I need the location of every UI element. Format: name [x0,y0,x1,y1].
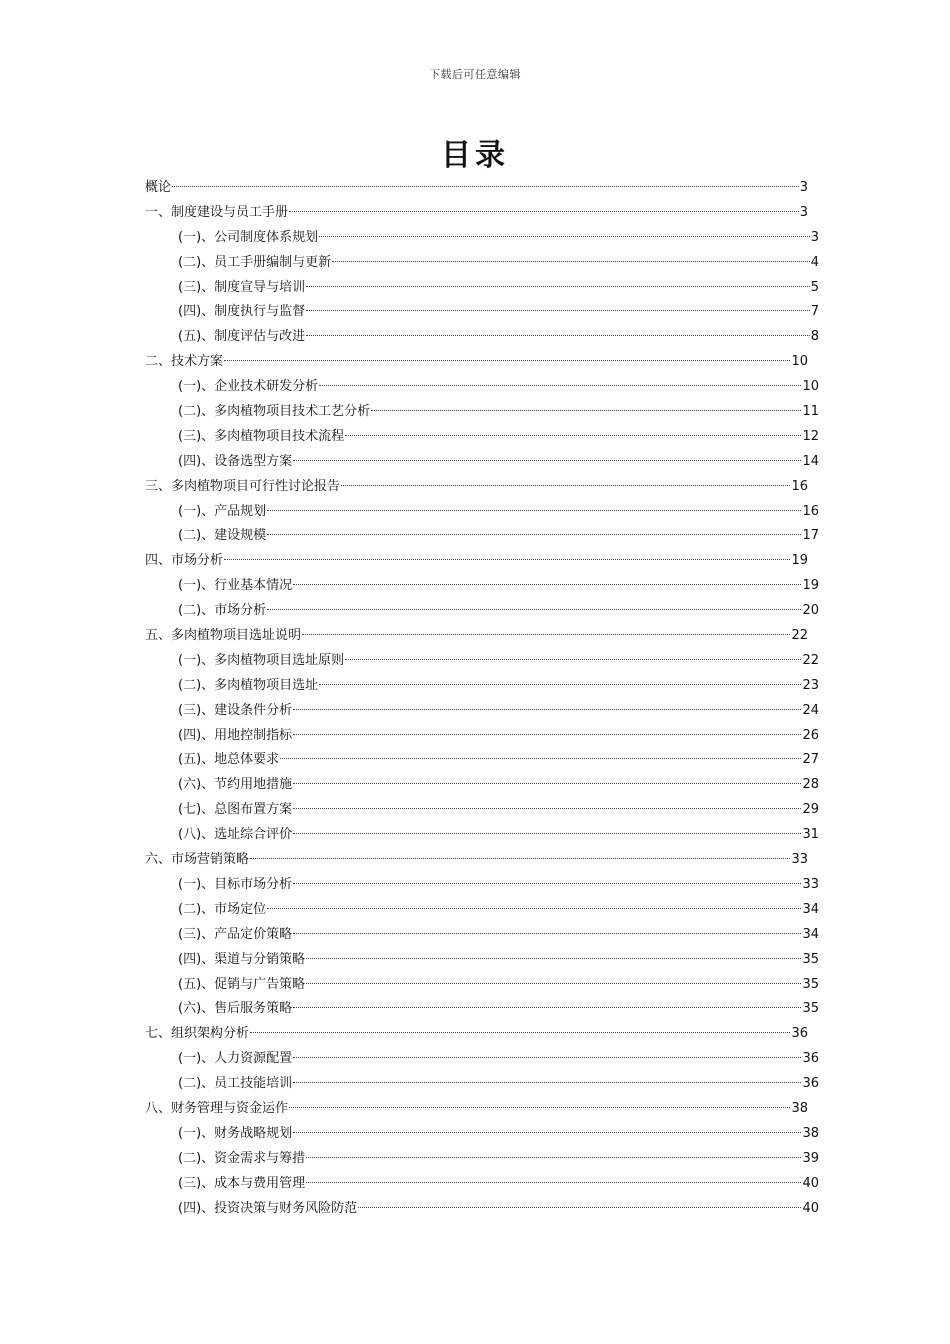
toc-entry[interactable] [145,1147,819,1172]
toc-dot-leader [332,260,810,262]
toc-dot-leader [371,409,801,411]
toc-entry-text: (六)、售后服务策略 [178,1001,293,1017]
toc-entry[interactable] [145,724,819,749]
toc-dot-leader [267,608,801,610]
toc-entry-page: 28 [802,777,819,793]
toc-entry-page: 16 [802,503,819,519]
toc-dot-leader [289,1106,790,1108]
toc-entry-text: (五)、地总体要求 [178,752,280,768]
toc-entry-page: 36 [791,1026,808,1042]
toc-entry[interactable] [145,300,819,325]
toc-entry-text: (二)、多肉植物项目技术工艺分析 [178,404,371,420]
toc-entry[interactable] [145,450,819,475]
toc-entry[interactable] [145,948,819,973]
toc-entry-text: 一、制度建设与员工手册 [145,204,289,220]
toc-entry[interactable] [145,176,808,201]
toc-entry-text: 八、财务管理与资金运作 [145,1100,289,1116]
toc-dot-leader [306,334,810,336]
toc-entry-text: (一)、企业技术研发分析 [178,379,319,395]
toc-dot-leader [172,185,799,187]
toc-entry-page: 8 [810,329,819,345]
table-of-contents [145,176,819,1221]
toc-entry[interactable] [145,1172,819,1197]
toc-entry[interactable] [145,898,819,923]
toc-entry-text: (四)、投资决策与财务风险防范 [178,1200,358,1216]
toc-entry-page: 14 [802,453,819,469]
toc-dot-leader [293,832,801,834]
toc-entry-text: (三)、成本与费用管理 [178,1175,306,1191]
toc-entry-text: (一)、产品规划 [178,503,267,519]
toc-entry-text: 三、多肉植物项目可行性讨论报告 [145,478,341,494]
toc-dot-leader [280,757,801,759]
toc-dot-leader [306,982,801,984]
toc-entry[interactable] [145,997,819,1022]
header-note: 下载后可任意编辑 [429,68,521,81]
toc-entry[interactable] [145,1097,808,1122]
toc-entry-page: 23 [802,677,819,693]
toc-entry-text: (五)、促销与广告策略 [178,976,306,992]
toc-entry-page: 40 [802,1175,819,1191]
toc-entry-page: 22 [791,628,808,644]
toc-entry[interactable] [145,574,819,599]
toc-entry[interactable] [145,624,808,649]
toc-entry-text: (一)、财务战略规划 [178,1125,293,1141]
toc-entry-text: 五、多肉植物项目选址说明 [145,628,302,644]
toc-dot-leader [306,285,810,287]
toc-entry-page: 34 [802,901,819,917]
toc-entry-page: 33 [802,876,819,892]
toc-entry[interactable] [145,599,819,624]
toc-entry[interactable] [145,276,819,301]
toc-entry[interactable] [145,699,819,724]
toc-dot-leader [293,583,801,585]
toc-dot-leader [267,509,801,511]
toc-entry-text: (四)、设备选型方案 [178,453,293,469]
toc-entry[interactable] [145,325,819,350]
toc-entry[interactable] [145,1122,819,1147]
toc-dot-leader [319,683,801,685]
toc-entry-page: 31 [802,827,819,843]
toc-entry-page: 3 [810,229,819,245]
toc-entry-page: 16 [791,478,808,494]
toc-entry[interactable] [145,226,819,251]
toc-dot-leader [224,558,790,560]
toc-dot-leader [319,384,801,386]
toc-entry-page: 33 [791,852,808,868]
toc-entry-text: (三)、产品定价策略 [178,926,293,942]
toc-dot-leader [293,1081,801,1083]
toc-dot-leader [306,1156,801,1158]
toc-entry-page: 20 [802,603,819,619]
toc-entry-text: 七、组织架构分析 [145,1026,250,1042]
toc-entry-text: (二)、员工手册编制与更新 [178,254,332,270]
toc-entry[interactable] [145,823,819,848]
toc-entry-text: (四)、渠道与分销策略 [178,951,306,967]
toc-entry-page: 35 [802,1001,819,1017]
toc-dot-leader [293,1131,801,1133]
toc-dot-leader [250,857,790,859]
toc-dot-leader [267,907,801,909]
toc-entry-page: 38 [791,1100,808,1116]
toc-entry-page: 24 [802,702,819,718]
toc-entry[interactable] [145,475,808,500]
toc-entry[interactable] [145,201,808,226]
toc-entry-page: 35 [802,951,819,967]
toc-entry-text: (一)、人力资源配置 [178,1051,293,1067]
toc-entry[interactable] [145,375,819,400]
toc-entry-text: 六、市场营销策略 [145,852,250,868]
toc-dot-leader [293,932,801,934]
toc-entry-text: (八)、选址综合评价 [178,827,293,843]
toc-dot-leader [302,633,790,635]
toc-entry[interactable] [145,350,808,375]
toc-entry-page: 38 [802,1125,819,1141]
toc-entry-text: (四)、用地控制指标 [178,727,293,743]
toc-entry[interactable] [145,973,819,998]
toc-entry-text: 四、市场分析 [145,553,224,569]
toc-entry[interactable] [145,1197,819,1222]
toc-entry-text: (二)、建设规模 [178,528,267,544]
toc-entry[interactable] [145,649,819,674]
toc-entry-page: 10 [791,354,808,370]
toc-entry-text: (一)、多肉植物项目选址原则 [178,652,345,668]
toc-entry-page: 22 [802,652,819,668]
toc-dot-leader [250,1031,790,1033]
toc-dot-leader [345,658,801,660]
toc-entry-page: 36 [802,1076,819,1092]
toc-entry[interactable] [145,873,819,898]
toc-entry-page: 17 [802,528,819,544]
toc-entry-text: (一)、公司制度体系规划 [178,229,319,245]
toc-entry-page: 35 [802,976,819,992]
toc-title: 目录 [441,138,509,173]
toc-entry[interactable] [145,748,819,773]
toc-entry-page: 26 [802,727,819,743]
toc-entry-text: (三)、制度宣导与培训 [178,279,306,295]
toc-dot-leader [345,434,801,436]
toc-entry[interactable] [145,549,808,574]
toc-entry-text: (二)、市场定位 [178,901,267,917]
toc-entry-page: 39 [802,1150,819,1166]
toc-dot-leader [289,210,799,212]
toc-entry-page: 19 [802,578,819,594]
toc-dot-leader [306,309,810,311]
toc-dot-leader [293,1056,801,1058]
toc-entry-page: 34 [802,926,819,942]
toc-entry-text: (二)、多肉植物项目选址 [178,677,319,693]
toc-entry-page: 3 [799,180,808,195]
toc-entry-page: 27 [802,752,819,768]
toc-entry-text: (三)、建设条件分析 [178,702,293,718]
toc-entry-text: (二)、市场分析 [178,603,267,619]
toc-dot-leader [293,459,801,461]
toc-entry[interactable] [145,425,819,450]
toc-entry[interactable] [145,500,819,525]
toc-dot-leader [358,1206,801,1208]
toc-entry-text: (五)、制度评估与改进 [178,329,306,345]
toc-entry-text: (二)、资金需求与筹措 [178,1150,306,1166]
toc-entry[interactable] [145,1047,819,1072]
toc-entry[interactable] [145,674,819,699]
toc-entry-page: 3 [799,204,808,220]
toc-entry[interactable] [145,773,819,798]
toc-dot-leader [306,957,801,959]
toc-entry[interactable] [145,524,819,549]
toc-entry-page: 12 [802,428,819,444]
toc-dot-leader [306,1181,801,1183]
toc-dot-leader [267,533,801,535]
toc-entry-page: 10 [802,379,819,395]
toc-dot-leader [293,733,801,735]
toc-entry-page: 5 [810,279,819,295]
toc-dot-leader [293,807,801,809]
toc-entry-page: 11 [802,404,819,420]
toc-entry-text: (六)、节约用地措施 [178,777,293,793]
toc-entry-page: 7 [810,304,819,320]
toc-entry-page: 40 [802,1200,819,1216]
toc-entry-text: 概论 [145,180,172,195]
toc-entry[interactable] [145,1072,819,1097]
toc-entry-text: (三)、多肉植物项目技术流程 [178,428,345,444]
toc-entry-text: 二、技术方案 [145,354,224,370]
toc-entry-page: 36 [802,1051,819,1067]
toc-entry-text: (二)、员工技能培训 [178,1076,293,1092]
toc-entry-text: (七)、总图布置方案 [178,802,293,818]
toc-entry[interactable] [145,923,819,948]
toc-dot-leader [224,359,790,361]
toc-dot-leader [319,235,810,237]
toc-entry[interactable] [145,400,819,425]
toc-dot-leader [293,782,801,784]
toc-dot-leader [293,708,801,710]
toc-entry-page: 19 [791,553,808,569]
toc-entry[interactable] [145,1022,808,1047]
toc-entry-page: 29 [802,802,819,818]
toc-entry-page: 4 [810,254,819,270]
toc-entry[interactable] [145,798,819,823]
toc-dot-leader [293,1006,801,1008]
toc-entry-text: (一)、目标市场分析 [178,876,293,892]
toc-entry-text: (四)、制度执行与监督 [178,304,306,320]
toc-dot-leader [341,484,790,486]
toc-entry[interactable] [145,848,808,873]
toc-dot-leader [293,882,801,884]
toc-entry-text: (一)、行业基本情况 [178,578,293,594]
toc-entry[interactable] [145,251,819,276]
